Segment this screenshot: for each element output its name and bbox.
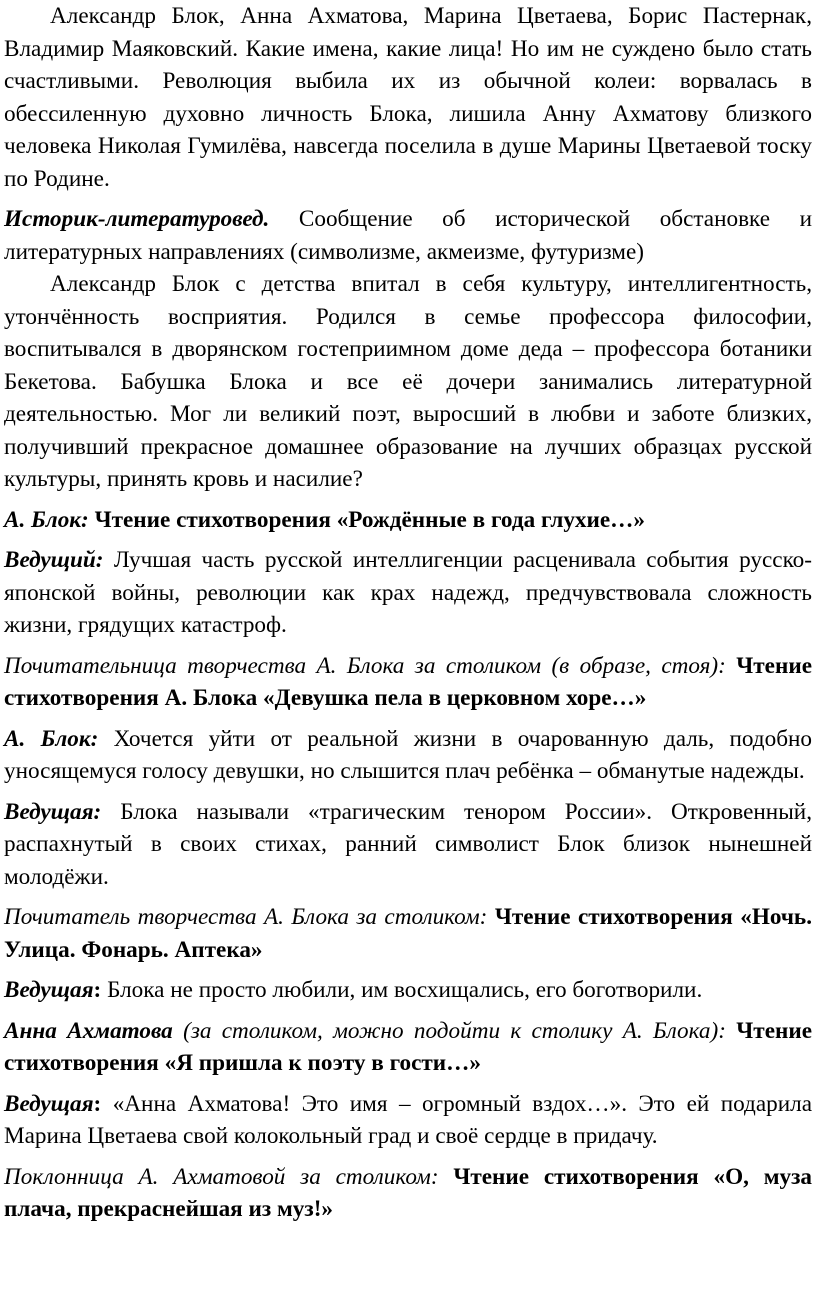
paragraph-host-4 xyxy=(4,1088,812,1153)
text-run: Александр Блок с детства впитал в себя культуру, интеллигентность, утончённость восприятия. Родился в семье профессора философии, воспитывался в дворянском гостеприимном доме деда – профессора ботаники Бекетова. Бабушка Блока и все её дочери занимались литературной деятельностью. Мог ли великий поэт, выросший в любви и заботе близких, получивший прекрасное домашнее образование на лучших образцах русской культуры, принять кровь и насилие? xyxy=(4,271,812,492)
paragraph-blok-reading-1 xyxy=(4,504,812,537)
colon: : xyxy=(93,977,102,1003)
paragraph-akhmatova-reading xyxy=(4,1015,812,1080)
speaker-label: Ведущая xyxy=(4,977,94,1003)
paragraph-intro xyxy=(4,0,812,195)
paragraph-host-2 xyxy=(4,796,812,894)
poem-reading: Чтение стихотворения А. Блока «Девушка пела в церковном хоре…» xyxy=(4,652,812,711)
speaker-label: Анна Ахматова xyxy=(4,1017,173,1044)
poem-reading: Чтение стихотворения «Ночь. Улица. Фонарь. Аптека» xyxy=(4,904,812,963)
speaker-label: А. Блок: xyxy=(4,725,99,752)
text-run: Александр Блок, Анна Ахматова, Марина Цветаева, Борис Пастернак, Владимир Маяковский. Какие имена, какие лица! Но им не суждено было стать счастливыми. Революция выбила их из обычной колеи: ворвалась в обессиленную духовно личность Блока, лишила Анну Ахматову близкого человека Николая Гумилёва, навсегда поселила в душе Марины Цветаевой тоску по Родине. xyxy=(4,3,812,192)
poem-reading: Чтение стихотворения «Я пришла к поэту в гости…» xyxy=(4,1017,812,1076)
speaker-label: Историк-литературовед. xyxy=(4,206,270,232)
colon: : xyxy=(93,1090,102,1117)
speaker-label: Ведущий: xyxy=(4,547,104,573)
text-run: Блока не просто любили, им восхищались, его боготворили. xyxy=(101,977,703,1003)
text-run: Сообщение об исторической обстановке и литературных направлениях (символизме, акмеизме, футуризме) xyxy=(4,206,812,265)
paragraph-host-3 xyxy=(4,974,812,1007)
poem-reading: Чтение стихотворения «Рождённые в года глухие…» xyxy=(88,506,645,533)
text-run: Лучшая часть русской интеллигенции расценивала события русско-японской войны, революции как крах надежд, предчувствовала сложность жизни, грядущих катастроф. xyxy=(4,547,812,638)
stage-direction: (за столиком, можно подойти к столику А. Блока): xyxy=(172,1017,726,1044)
paragraph-akhmatova-admirer-reading xyxy=(4,1161,812,1226)
speaker-label: А. Блок: xyxy=(4,506,89,533)
poem-reading: Чтение стихотворения «О, муза плача, прекраснейшая из муз!» xyxy=(4,1163,812,1222)
paragraph-admirer-reading xyxy=(4,650,812,715)
speaker-label: Ведущая: xyxy=(4,798,102,825)
stage-direction: Почитательница творчества А. Блока за столиком (в образе, стоя): xyxy=(4,652,726,679)
paragraph-blok-biography xyxy=(4,268,812,496)
paragraph-host-1 xyxy=(4,544,812,642)
speaker-label: Ведущая xyxy=(4,1090,94,1117)
text-run: Блока называли «трагическим тенором России». Откровенный, распахнутый в своих стихах, ранний символист Блок близок нынешней молодёжи. xyxy=(4,798,812,890)
paragraph-blok-2 xyxy=(4,723,812,788)
text-run: «Анна Ахматова! Это имя – огромный вздох…». Это ей подарила Марина Цветаева свой колокольный град и своё сердце в придачу. xyxy=(4,1090,812,1149)
stage-direction: Поклонница А. Ахматовой за столиком: xyxy=(4,1163,439,1190)
paragraph-admirer-2-reading xyxy=(4,901,812,966)
paragraph-historian xyxy=(4,203,812,268)
text-run: Хочется уйти от реальной жизни в очарованную даль, подобно уносящемуся голосу девушки, но слышится плач ребёнка – обманутые надежды. xyxy=(4,725,812,784)
stage-direction: Почитатель творчества А. Блока за столиком: xyxy=(4,904,488,930)
